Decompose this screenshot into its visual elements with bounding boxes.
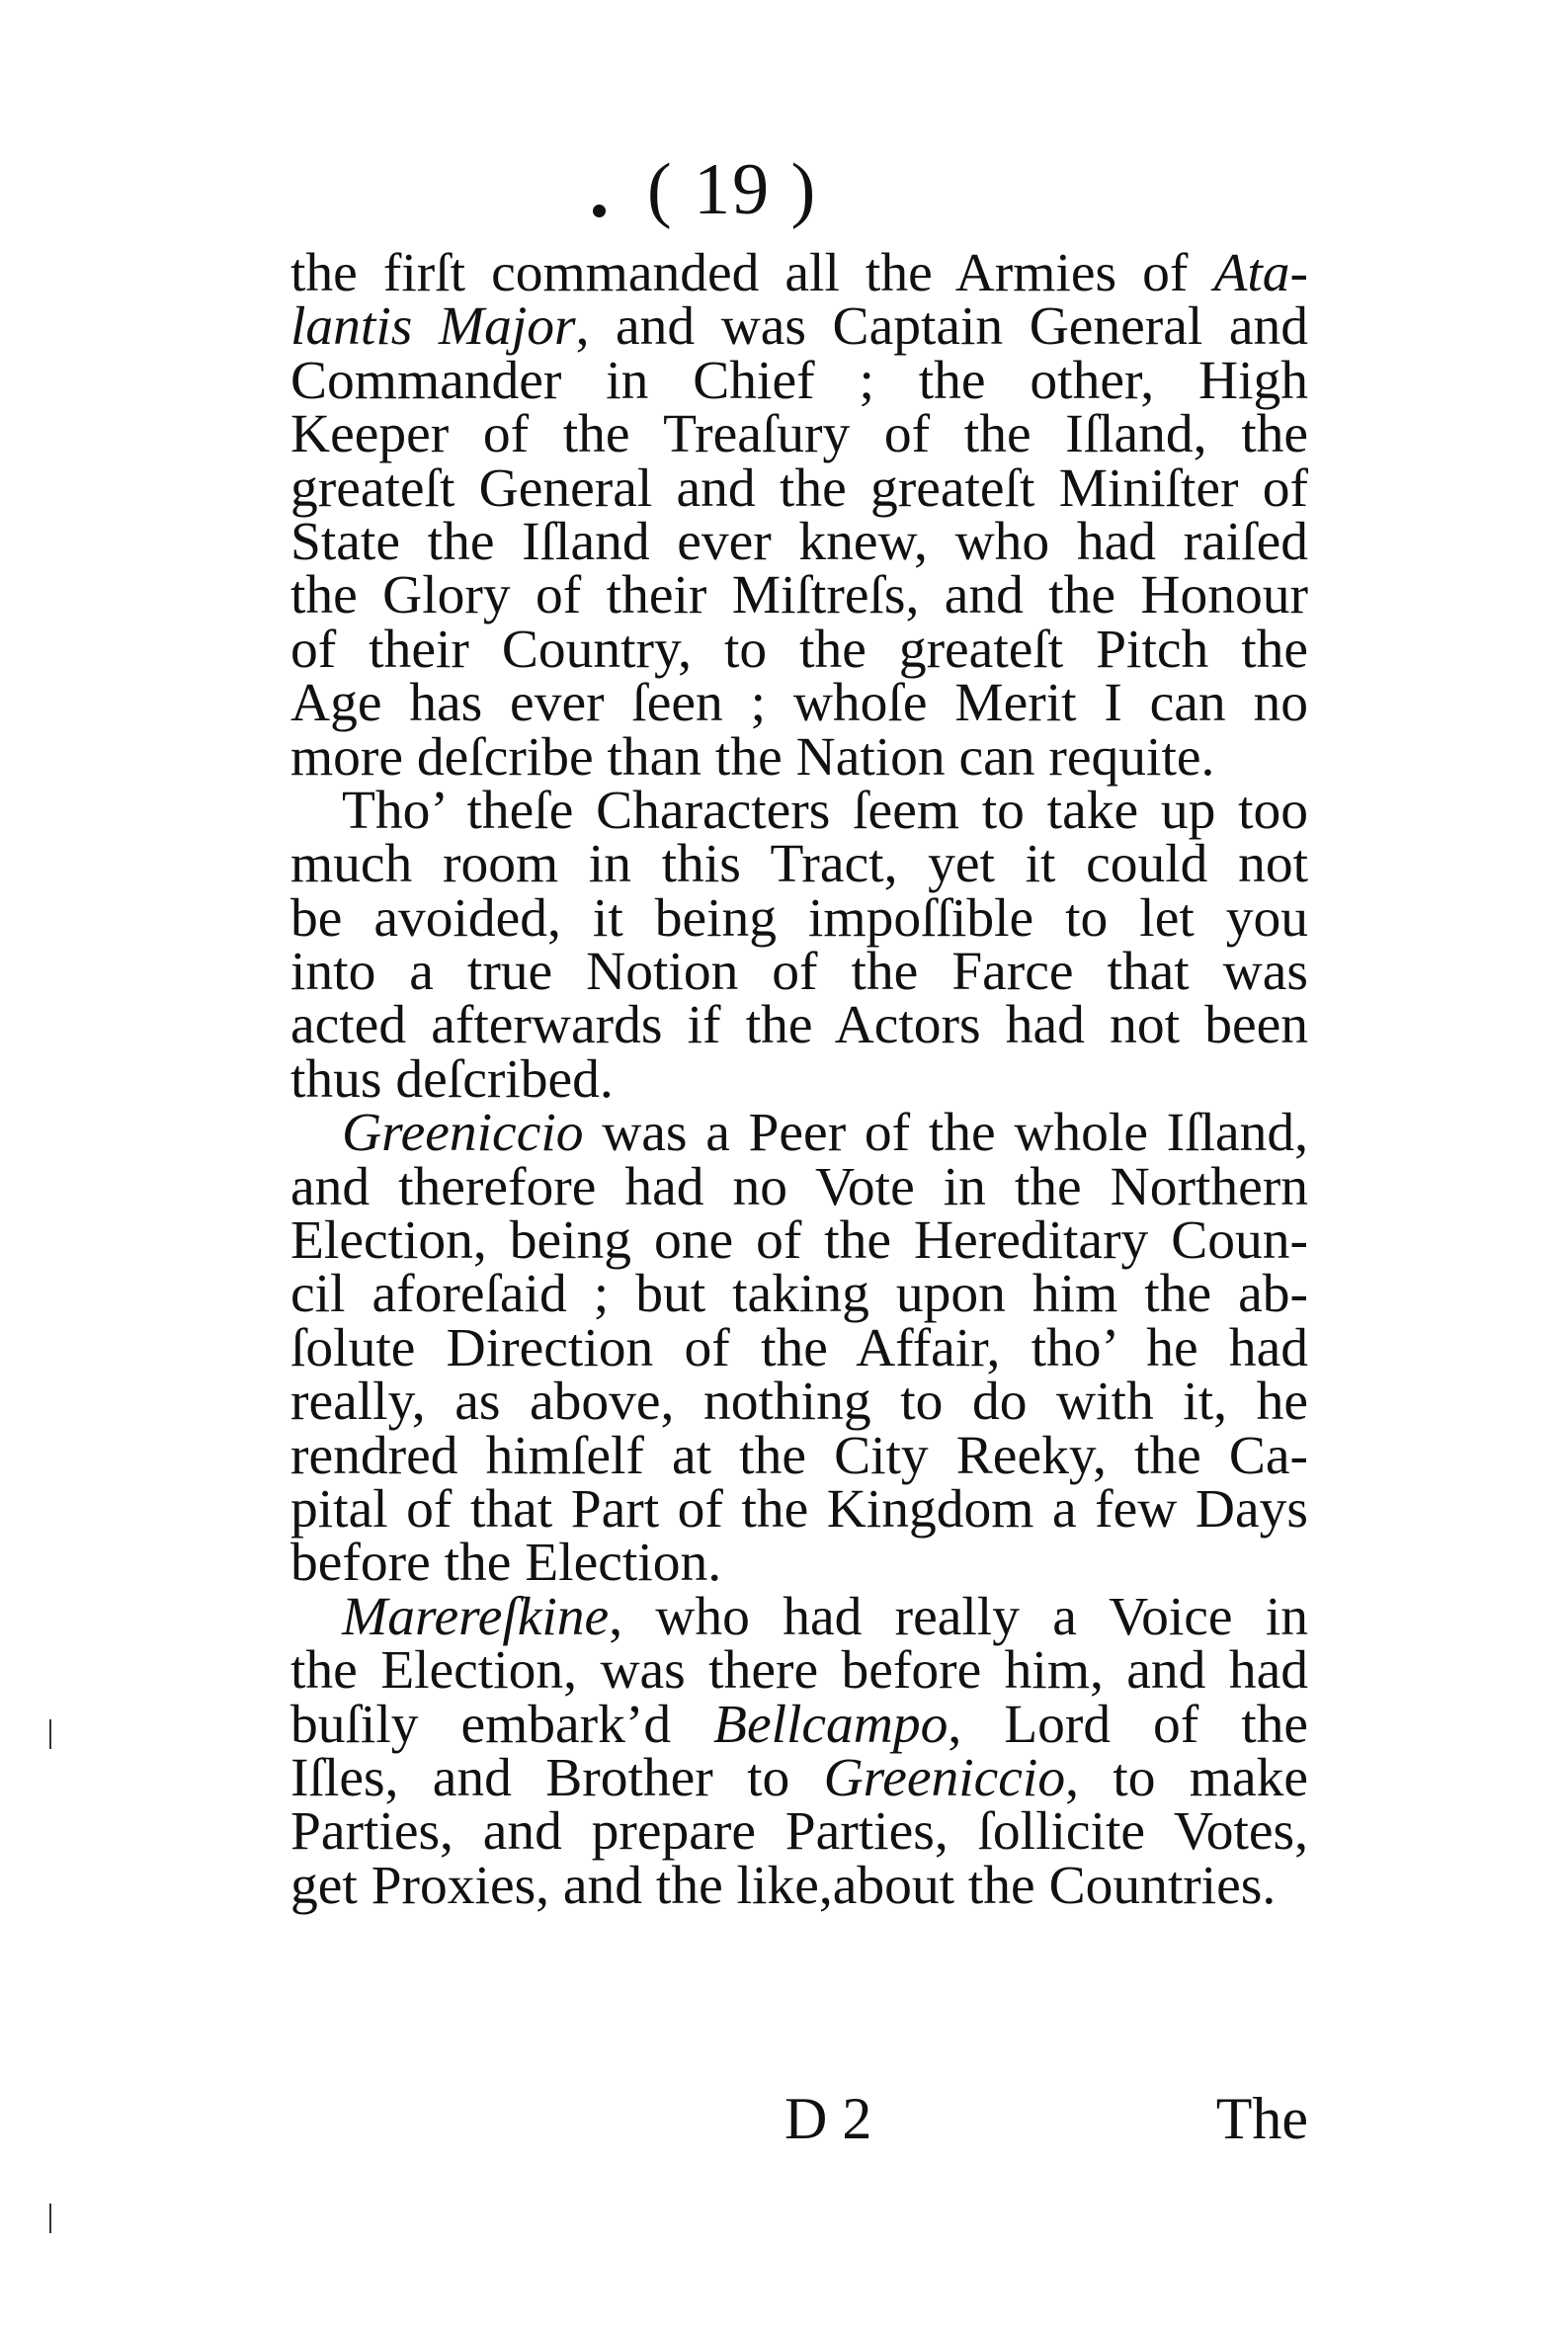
text-line	[290, 1694, 1308, 1755]
text-segment: thus deſcribed.	[290, 1048, 614, 1110]
text-segment: Iſles, and Brother to	[290, 1747, 824, 1808]
text-line	[290, 1478, 1308, 1540]
text-line	[290, 1048, 1308, 1110]
text-line	[290, 1855, 1308, 1916]
text-line	[290, 1317, 1308, 1378]
page-number-dot	[593, 205, 606, 217]
body-text	[290, 243, 1308, 1916]
text-line	[290, 1372, 1308, 1433]
text-line	[290, 511, 1308, 572]
text-line	[290, 887, 1308, 949]
text-line	[290, 565, 1308, 626]
text-segment: of their Country, to the greateſt Pitch the	[290, 619, 1308, 680]
text-segment: and therefore had no Vote in the Northern	[290, 1156, 1308, 1217]
text-segment: Election, being one of the Hereditary Coun-	[290, 1210, 1308, 1272]
margin-mark	[49, 2204, 51, 2233]
text-segment: pital of that Part of the Kingdom a few Days	[290, 1478, 1308, 1540]
text-segment: before the Election.	[290, 1533, 722, 1594]
margin-mark	[49, 1719, 51, 1749]
text-segment: cil aforeſaid ; but taking upon him the ab-	[290, 1264, 1308, 1325]
text-segment: the firſt commanded all the Armies of	[290, 243, 1214, 303]
text-segment: Parties, and prepare Parties, ſollicite Votes,	[290, 1801, 1308, 1863]
text-segment: much room in this Tract, yet it could not	[290, 834, 1308, 895]
text-line	[290, 1264, 1308, 1325]
text-segment: rendred himſelf at the City Reeky, the Ca-	[290, 1425, 1308, 1486]
text-segment: , to make	[1065, 1747, 1308, 1808]
text-line	[290, 619, 1308, 680]
page-number-text: ( 19 )	[647, 149, 818, 230]
text-line	[290, 1801, 1308, 1863]
text-line	[290, 1156, 1308, 1217]
text-line	[290, 1425, 1308, 1486]
italic-name: Ata-	[1213, 243, 1308, 303]
text-line	[290, 726, 1308, 788]
page-number	[593, 149, 818, 230]
signature-mark: D 2	[784, 2086, 872, 2151]
text-line	[290, 1533, 1308, 1594]
text-line	[290, 243, 1308, 303]
text-line	[290, 1210, 1308, 1272]
text-line	[290, 350, 1308, 411]
text-segment: Keeper of the Treaſury of the Iſland, the	[290, 404, 1308, 465]
text-segment: get Proxies, and the like,about the Countries.	[290, 1855, 1277, 1916]
text-segment: the Election, was there before him, and had	[290, 1640, 1308, 1702]
text-line	[290, 834, 1308, 895]
text-segment: into a true Notion of the Farce that was	[290, 942, 1308, 1003]
page-footer	[290, 2085, 1308, 2154]
text-segment: the Glory of their Miſtreſs, and the Honour	[290, 565, 1308, 626]
text-segment: Commander in Chief ; the other, High	[290, 350, 1308, 411]
text-segment: was a Peer of the whole Iſland,	[583, 1103, 1308, 1164]
text-line	[290, 296, 1308, 358]
italic-name: Bellcampo	[713, 1694, 949, 1755]
text-segment: greateſt General and the greateſt Miniſter of	[290, 458, 1308, 519]
text-line	[290, 1640, 1308, 1702]
text-line	[290, 673, 1308, 734]
italic-name: Marereſkine	[342, 1586, 610, 1647]
text-line	[290, 942, 1308, 1003]
text-segment: Age has ever ſeen ; whoſe Merit I can no	[290, 673, 1308, 734]
text-segment: State the Iſland ever knew, who had raiſed	[290, 511, 1308, 572]
text-line	[290, 1103, 1308, 1164]
text-segment: be avoided, it being impoſſible to let you	[290, 887, 1308, 949]
text-line	[290, 1747, 1308, 1808]
text-line	[290, 404, 1308, 465]
text-segment: , and was Captain General and	[575, 296, 1308, 358]
catchword: The	[1215, 2086, 1308, 2151]
text-segment: more deſcribe than the Nation can requite.	[290, 726, 1215, 788]
text-line	[290, 458, 1308, 519]
text-segment: ſolute Direction of the Affair, tho’ he had	[290, 1317, 1308, 1378]
text-segment: buſily embark’d	[290, 1694, 714, 1755]
italic-name: Greeniccio	[823, 1747, 1066, 1808]
italic-name: lantis Major	[290, 296, 576, 358]
text-segment: really, as above, nothing to do with it, he	[290, 1372, 1308, 1433]
text-segment: , who had really a Voice in	[609, 1586, 1308, 1647]
text-line	[290, 995, 1308, 1056]
text-line	[290, 1586, 1308, 1647]
text-segment: , Lord of the	[948, 1694, 1308, 1755]
text-segment: acted afterwards if the Actors had not been	[290, 995, 1308, 1056]
text-line	[290, 780, 1308, 841]
italic-name: Greeniccio	[342, 1103, 584, 1164]
text-segment: Tho’ theſe Characters ſeem to take up too	[342, 780, 1308, 841]
